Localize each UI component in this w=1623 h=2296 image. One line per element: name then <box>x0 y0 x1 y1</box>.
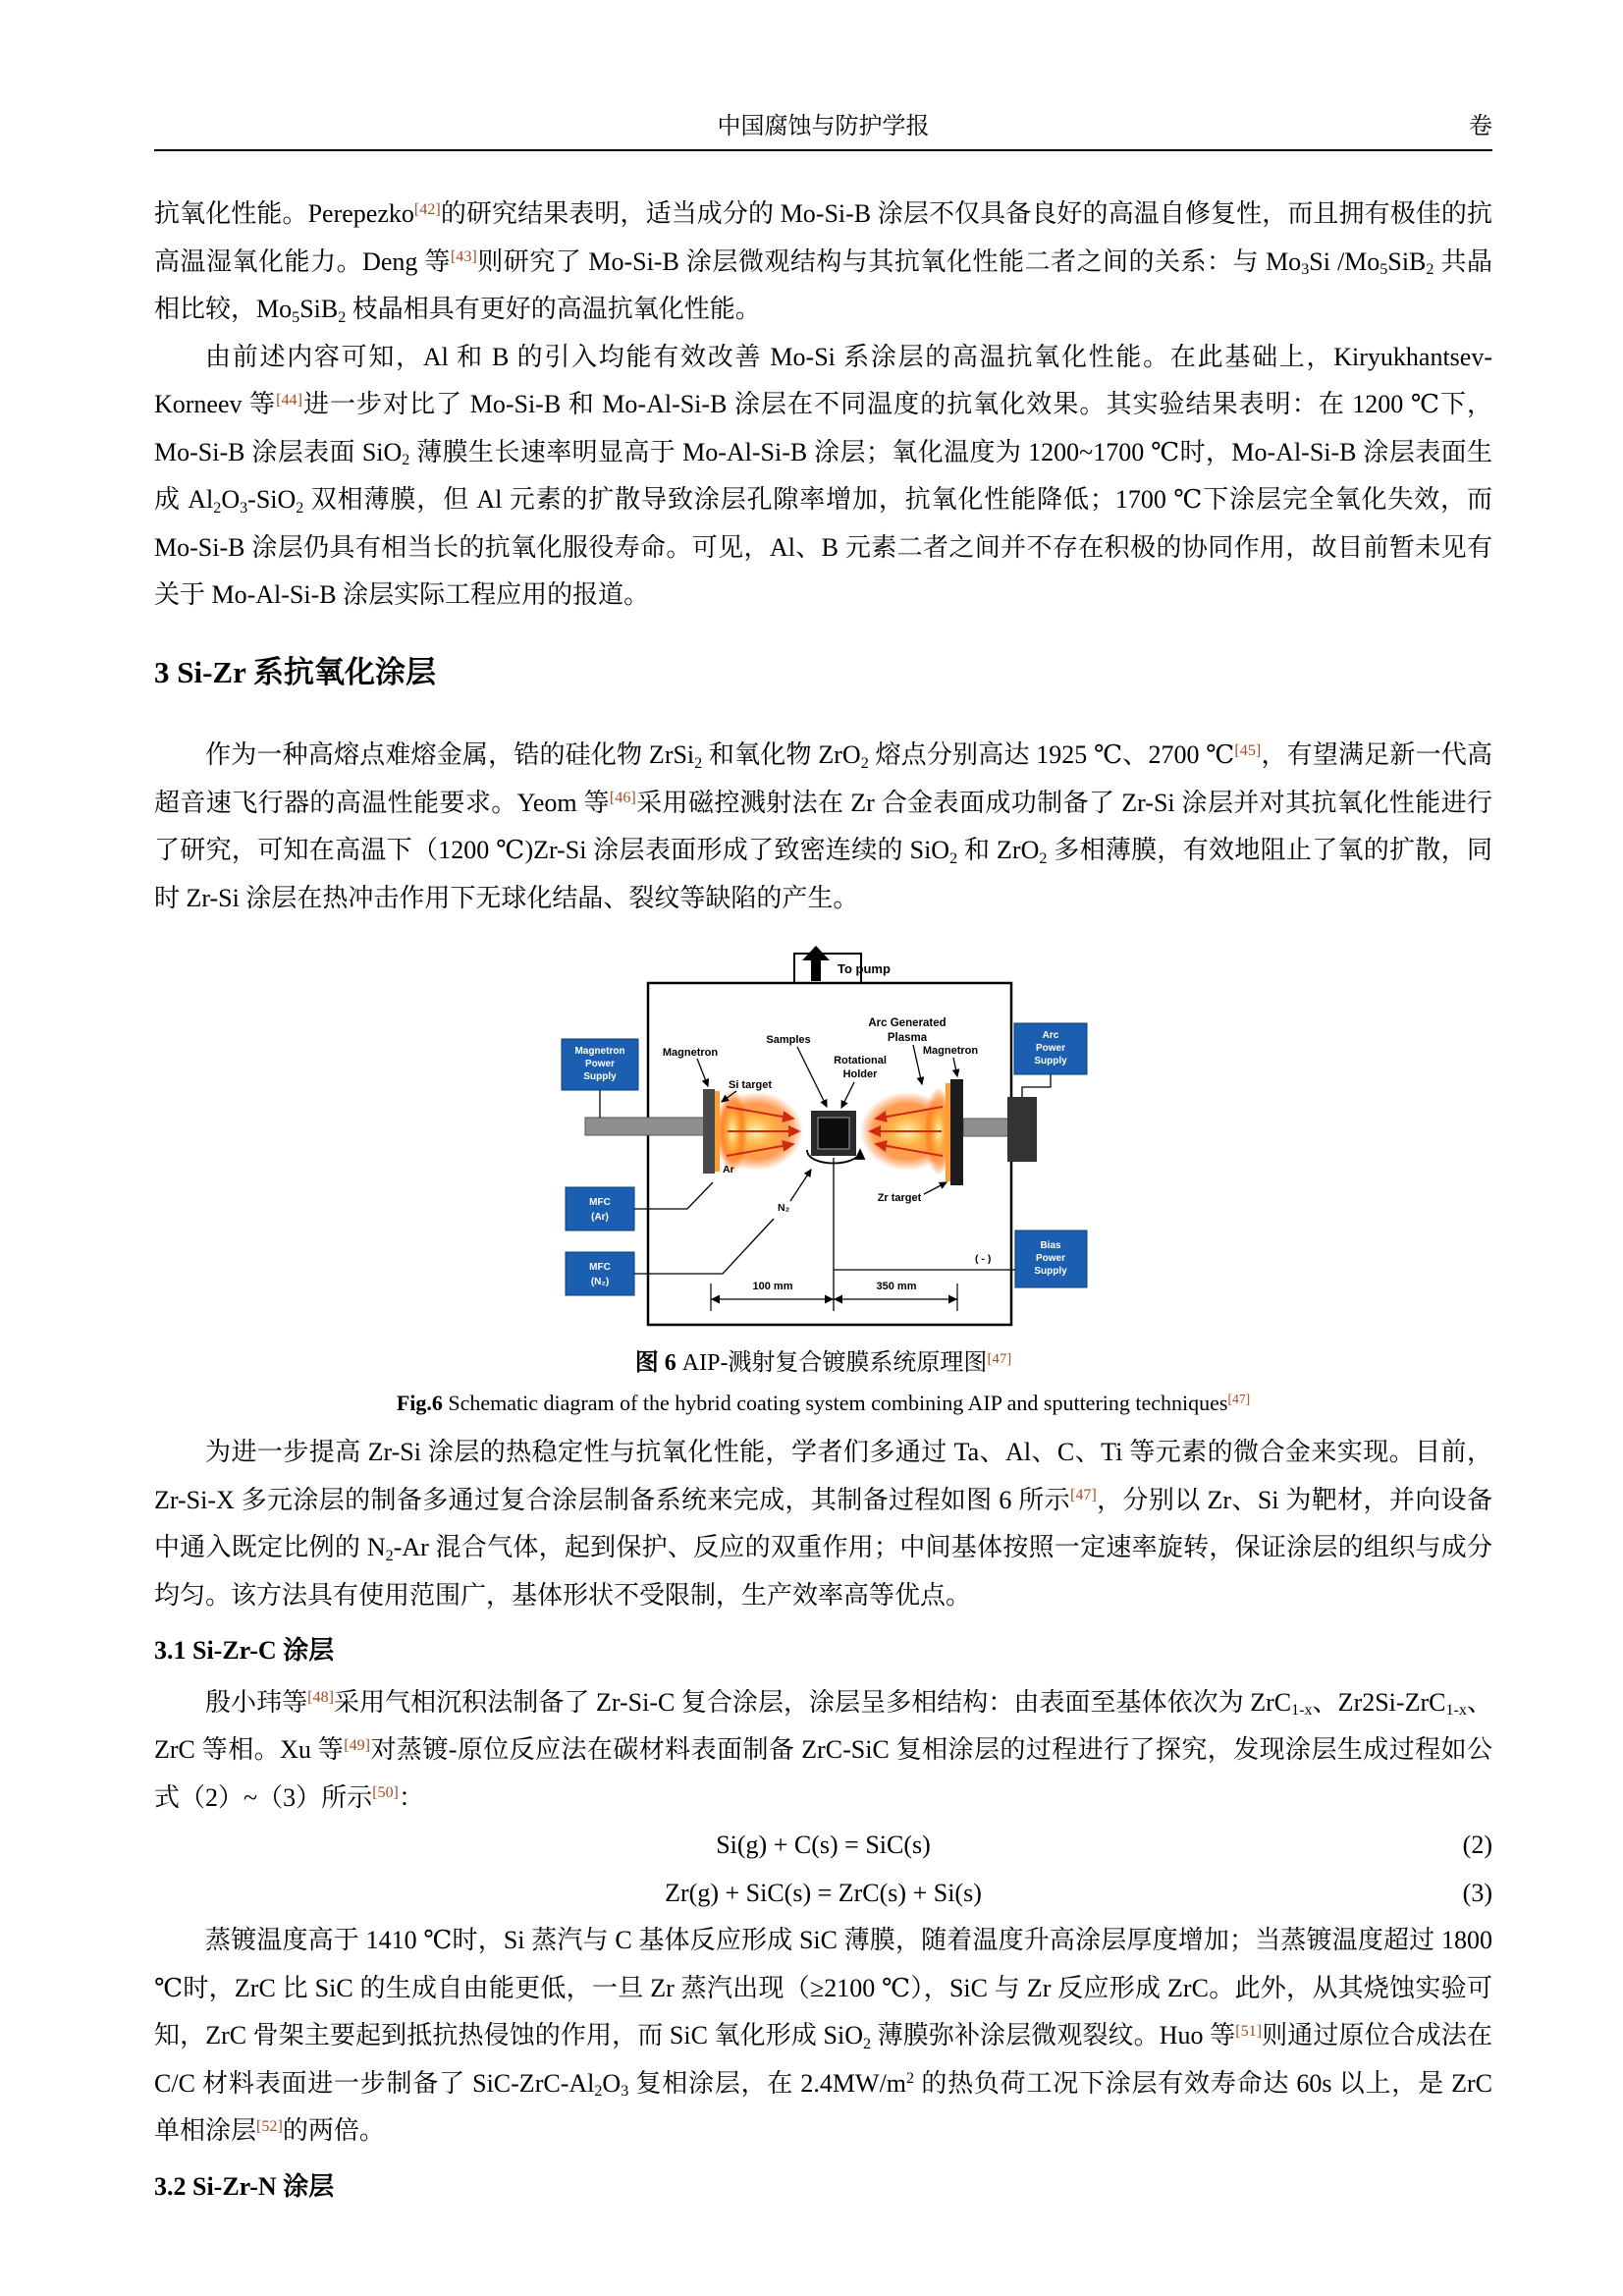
svg-text:MFC: MFC <box>588 1197 611 1208</box>
arc-arm-right <box>963 1119 1012 1136</box>
label-magnetron-left: Magnetron <box>662 1047 718 1059</box>
label-dim-100mm: 100 mm <box>752 1281 792 1292</box>
svg-text:Supply: Supply <box>582 1071 617 1082</box>
label-dim-350mm: 350 mm <box>876 1281 916 1292</box>
body-paragraph: 殷小玮等[48]采用气相沉积法制备了 Zr-Si-C 复合涂层，涂层呈多相结构：由表面至基体依次为 ZrC$_{1-x}$、Zr2Si-ZrC$_{1-x}$、ZrC 等相。Xu 等[49]对蒸镀-原位反应法在碳材料表面制备 ZrC-SiC 复相涂层的过程进行了探究，发现涂层生成过程如公式（2）~（3）所示[50]： <box>154 1687 1492 1812</box>
label-zr-target: Zr target <box>877 1192 921 1204</box>
label-si-target: Si target <box>728 1079 772 1091</box>
bias-power-supply-box <box>1015 1230 1087 1287</box>
svg-text:(Ar): (Ar) <box>590 1212 609 1223</box>
svg-text:Power: Power <box>1035 1253 1065 1264</box>
svg-text:Power: Power <box>584 1059 615 1069</box>
subsection-heading-3-2: 3.2 Si-Zr-N 涂层 <box>154 2171 335 2201</box>
label-n2: N₂ <box>777 1202 789 1214</box>
svg-text:Arc: Arc <box>1042 1030 1058 1041</box>
section-heading-3: 3 Si-Zr 系抗氧化涂层 <box>154 654 437 689</box>
label-samples: Samples <box>765 1034 811 1046</box>
svg-text:Power: Power <box>1035 1043 1065 1054</box>
label-magnetron-right: Magnetron <box>922 1045 978 1057</box>
label-bias-polarity: ( - ) <box>974 1253 991 1265</box>
svg-text:Supply: Supply <box>1033 1266 1067 1277</box>
label-arc-plasma-2: Plasma <box>887 1032 927 1044</box>
aps-connector <box>1022 1074 1051 1097</box>
svg-text:Bias: Bias <box>1039 1240 1061 1251</box>
body-paragraph: 蒸镀温度高于 1410 ℃时，Si 蒸汽与 C 基体反应形成 SiC 薄膜，随着温度升高涂层厚度增加；当蒸镀温度超过 1800 ℃时，ZrC 比 SiC 的生成自由能更低，一旦 Zr 蒸汽出现（≥2100 ℃），SiC 与 Zr 反应形成 ZrC。此外，从其烧蚀实验可知，ZrC 骨架主要起到抵抗热侵蚀的作用，而 SiC 氧化形成 SiO$_2$ 薄膜弥补涂层微观裂纹。Huo 等[51]则通过原位合成法在 C/C 材料表面进一步制备了 SiC-$ZrC-Al_2O_3$ 复相涂层，在 $2.4MW/m^2$ 的热负荷工况下涂层有效寿命达 60s 以上，是 ZrC 单相涂层[52]的两倍。 <box>154 1926 1492 2145</box>
si-target <box>703 1089 720 1174</box>
body-paragraph: 由前述内容可知，Al 和 B 的引入均能有效改善 Mo-Si 系涂层的高温抗氧化性能。在此基础上，Kiryukhantsev-Korneev 等[44]进一步对比了 Mo-Si-B 和 Mo-Al-Si-B 涂层在不同温度的抗氧化效果。其实验结果表明：在 1200 ℃下，Mo-Si-B 涂层表面 SiO$_2$ 薄膜生长速率明显高于 Mo-Al-Si-B 涂层；氧化温度为 1200~1700 ℃时，Mo-Al-Si-B 涂层表面生成 $Al_2O_3-SiO_2$ 双相薄膜，但 Al 元素的扩散导致涂层孔隙率增加，抗氧化性能降低；1700 ℃下涂层完全氧化失效，而 Mo-Si-B 涂层仍具有相当长的抗氧化服役寿命。可见，Al、B 元素二者之间并不存在积极的协同作用，故目前暂未见有关于 Mo-Al-Si-B 涂层实际工程应用的报道。 <box>154 342 1493 609</box>
sample-holder <box>807 1111 860 1164</box>
body-paragraph: 作为一种高熔点难熔金属，锆的硅化物 ZrSi$_2$ 和氧化物 ZrO$_2$ 熔点分别高达 1925 ℃、2700 ℃[45]，有望满足新一代高超音速飞行器的高温性能要求。Yeom 等[46]采用磁控溅射法在 Zr 合金表面成功制备了 Zr-Si 涂层并对其抗氧化性能进行了研究，可知在高温下（1200 ℃)Zr-Si 涂层表面形成了致密连续的 SiO$_2$ 和 ZrO$_2$ 多相薄膜，有效地阻止了氧的扩散，同时 Zr-Si 涂层在热冲击作用下无球化结晶、裂纹等缺陷的产生。 <box>154 740 1492 912</box>
label-arc-plasma-1: Arc Generated <box>867 1017 947 1029</box>
page-header <box>154 108 1492 145</box>
magnetron-power-supply-box <box>562 1039 638 1090</box>
arc-power-supply-box <box>1014 1023 1087 1074</box>
header-rule <box>154 149 1492 151</box>
body-paragraph: 抗氧化性能。Perepezko[42]的研究结果表明，适当成分的 Mo-Si-B 涂层不仅具备良好的高温自修复性，而且拥有极佳的抗高温湿氧化能力。Deng 等[43]则研究了 Mo-Si-B 涂层微观结构与其抗氧化性能二者之间的关系：与 $Mo_3Si$ $/Mo_5SiB_2$ 共晶相比较，$Mo_5SiB_2$ 枝晶相具有更好的高温抗氧化性能。 <box>154 199 1492 326</box>
body-paragraph: 为进一步提高 Zr-Si 涂层的热稳定性与抗氧化性能，学者们多通过 Ta、Al、C、Ti 等元素的微合金来实现。目前，Zr-Si-X 多元涂层的制备多通过复合涂层制备系统来完成，其制备过程如图 6 所示[47]，分别以 Zr、Si 为靶材，并向设备中通入既定比例的 $N_2-Ar$ 混合气体，起到保护、反应的双重作用；中间基体按照一定速率旋转，保证涂层的组织与成分均匀。该方法具有使用范围广，基体形状不受限制，生产效率高等优点。 <box>154 1438 1492 1610</box>
mfc-n2-box <box>566 1252 634 1295</box>
article-body <box>154 191 1492 2211</box>
figure-caption-en: Fig.6 Schematic diagram of the hybrid coating system combining AIP and sputtering techniques[47] <box>396 1391 1251 1415</box>
svg-text:Magnetron: Magnetron <box>573 1046 625 1057</box>
arc-source-block <box>1007 1097 1037 1162</box>
label-rotational: Rotational <box>833 1055 887 1066</box>
label-to-pump: To pump <box>837 961 891 976</box>
label-holder: Holder <box>842 1068 877 1080</box>
subsection-heading-3-1: 3.1 Si-Zr-C 涂层 <box>154 1636 335 1665</box>
svg-text:MFC: MFC <box>588 1262 611 1273</box>
equation-body: Si(g) + C(s) = SiC(s) <box>716 1831 931 1859</box>
journal-title: 中国腐蚀与防护学报 <box>717 114 930 139</box>
equation-2 <box>154 1822 1492 1870</box>
figure-6 <box>154 944 1492 1423</box>
figure-caption-cn: 图 6 AIP-溅射复合镀膜系统原理图[47] <box>634 1350 1012 1376</box>
equation-3 <box>154 1870 1492 1918</box>
coating-system-schematic <box>550 944 1098 1333</box>
label-ar: Ar <box>722 1164 734 1175</box>
volume-label: 卷 <box>1469 114 1492 139</box>
mfc-ar-box <box>566 1187 634 1230</box>
equation-number: (3) <box>1462 1878 1492 1907</box>
equation-number: (2) <box>1462 1831 1492 1859</box>
figure-caption <box>154 1342 1492 1423</box>
svg-text:(N₂): (N₂) <box>590 1277 609 1287</box>
svg-text:Supply: Supply <box>1033 1056 1067 1066</box>
equation-body: Zr(g) + SiC(s) = ZrC(s) + Si(s) <box>665 1878 982 1907</box>
zr-target <box>946 1079 963 1185</box>
magnetron-arm-left <box>585 1118 709 1135</box>
